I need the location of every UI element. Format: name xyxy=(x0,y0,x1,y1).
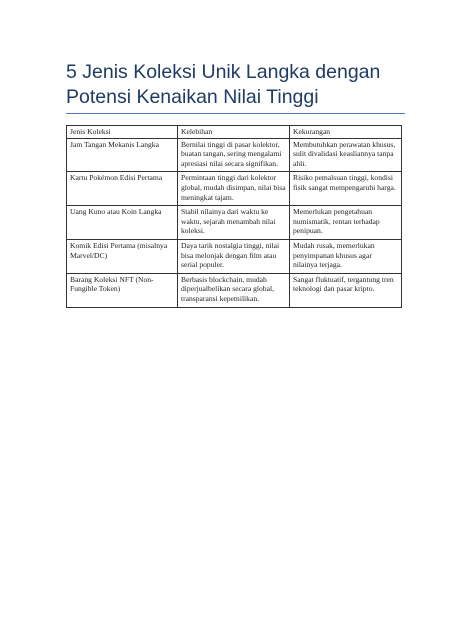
cell-jenis: Kartu Pokémon Edisi Pertama xyxy=(67,172,178,206)
title-underline xyxy=(66,113,405,114)
cell-jenis: Uang Kuno atau Koin Langka xyxy=(67,206,178,240)
cell-kelebihan: Stabil nilainya dari waktu ke waktu, sejarah menambah nilai koleksi. xyxy=(178,206,290,240)
cell-kelebihan: Berbasis blockchain, mudah diperjualbelikan secara global, transparansi kepemilikan. xyxy=(178,273,290,307)
cell-jenis: Barang Koleksi NFT (Non-Fungible Token) xyxy=(67,273,178,307)
document-title: 5 Jenis Koleksi Unik Langka dengan Potensi Kenaikan Nilai Tinggi xyxy=(66,61,381,108)
table-row xyxy=(67,273,402,307)
header-kekurangan: Kekurangan xyxy=(290,126,402,139)
cell-kekurangan: Memerlukan pengetahuan numismatik, rentan terhadap penipuan. xyxy=(290,206,402,240)
table-row xyxy=(67,239,402,273)
cell-jenis: Komik Edisi Pertama (misalnya Marvel/DC) xyxy=(67,239,178,273)
cell-kelebihan: Bernilai tinggi di pasar kolektor, buatan tangan, sering mengalami apresiasi nilai secara signifikan. xyxy=(178,138,290,172)
cell-kekurangan: Mudah rusak, memerlukan penyimpanan khusus agar nilainya terjaga. xyxy=(290,239,402,273)
cell-kekurangan: Risiko pemalsuan tinggi, kondisi fisik sangat mempengaruhi harga. xyxy=(290,172,402,206)
cell-kekurangan: Sangat fluktuatif, tergantung tren teknologi dan pasar kripto. xyxy=(290,273,402,307)
table-row xyxy=(67,172,402,206)
header-kelebihan: Kelebihan xyxy=(178,126,290,139)
cell-kelebihan: Permintaan tinggi dari kolektor global, mudah disimpan, nilai bisa meningkat tajam. xyxy=(178,172,290,206)
cell-jenis: Jam Tangan Mekanis Langka xyxy=(67,138,178,172)
cell-kelebihan: Daya tarik nostalgia tinggi, nilai bisa melonjak dengan film atau serial populer. xyxy=(178,239,290,273)
table-row xyxy=(67,206,402,240)
collection-table xyxy=(66,125,402,308)
table-row xyxy=(67,138,402,172)
cell-kekurangan: Membutuhkan perawatan khusus, sulit divalidasi keasliannya tanpa ahli. xyxy=(290,138,402,172)
header-jenis-koleksi: Jenis Koleksi xyxy=(67,126,178,139)
table-header-row xyxy=(67,126,402,139)
